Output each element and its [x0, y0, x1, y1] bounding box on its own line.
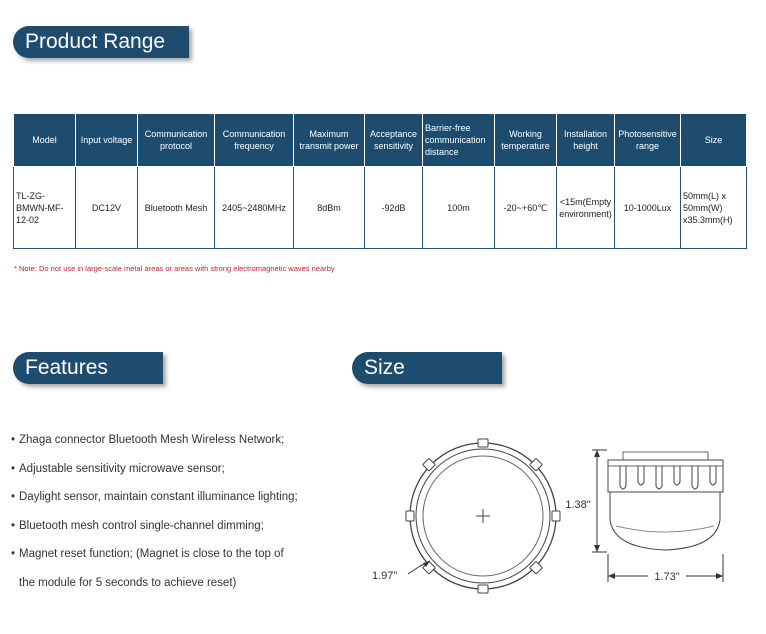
header-photosensitive-range: Photosensitive range	[615, 114, 681, 167]
header-communication-distance: Barrier-free communication distance	[423, 114, 495, 167]
width-label: 1.73"	[654, 571, 680, 583]
height-label: 1.38"	[565, 499, 591, 511]
header-acceptance-sensitivity: Acceptance sensitivity	[365, 114, 423, 167]
features-list	[11, 432, 298, 603]
list-item: • Daylight sensor, maintain constant illuminance lighting;	[11, 491, 298, 503]
list-item: • Zhaga connector Bluetooth Mesh Wireless Network;	[11, 434, 285, 446]
cell-frequency: 2405~2480MHz	[215, 167, 294, 249]
cell-temperature: -20~+60℃	[495, 167, 557, 249]
size-heading: Size	[352, 352, 502, 384]
list-item: • Magnet reset function; (Magnet is close to the top of	[11, 548, 284, 560]
cell-photosensitive-range: 10-1000Lux	[615, 167, 681, 249]
diameter-label: 1.97"	[372, 570, 398, 582]
size-drawing	[370, 430, 750, 600]
header-communication-frequency: Communication frequency	[215, 114, 294, 167]
table-header-row	[14, 114, 747, 167]
cell-model: TL-ZG-BMWN-MF-12-02	[14, 167, 76, 249]
list-item-continuation	[11, 575, 298, 604]
feature-text: Adjustable sensitivity microwave sensor;	[19, 462, 225, 475]
feature-text: Magnet reset function; (Magnet is close to the top of	[19, 548, 284, 560]
feature-text: Zhaga connector Bluetooth Mesh Wireless Network;	[19, 434, 285, 446]
cell-transmit-power: 8dBm	[294, 167, 365, 249]
cell-size: 50mm(L) x 50mm(W) x35.3mm(H)	[681, 167, 747, 249]
product-range-table	[13, 113, 747, 249]
cell-distance: 100m	[423, 167, 495, 249]
list-item: • Bluetooth mesh control single-channel dimming;	[11, 519, 264, 532]
header-size: Size	[681, 114, 747, 167]
table-row	[14, 167, 747, 249]
header-maximum-transmit-power: Maximum transmit power	[294, 114, 365, 167]
product-range-heading: Product Range	[13, 26, 189, 58]
header-installation-height: Installation height	[557, 114, 615, 167]
feature-text: Bluetooth mesh control single-channel dimming;	[19, 519, 264, 532]
feature-text: Daylight sensor, maintain constant illuminance lighting;	[19, 491, 298, 503]
cell-protocol: Bluetooth Mesh	[138, 167, 215, 249]
header-input-voltage: Input voltage	[76, 114, 138, 167]
features-heading: Features	[13, 352, 163, 384]
header-communication-protocol: Communication protocol	[138, 114, 215, 167]
usage-note: * Note: Do not use in large-scale metal areas or areas with strong electromagnetic waves nearby	[14, 264, 335, 273]
top-view-drawing	[406, 439, 560, 593]
feature-text: the module for 5 seconds to achieve reset)	[19, 576, 237, 589]
list-item: • Adjustable sensitivity microwave sensor;	[11, 462, 225, 475]
side-view-drawing	[592, 450, 723, 582]
header-working-temperature: Working temperature	[495, 114, 557, 167]
cell-installation-height: <15m(Empty environment)	[557, 167, 615, 249]
cell-sensitivity: -92dB	[365, 167, 423, 249]
cell-input-voltage: DC12V	[76, 167, 138, 249]
header-model: Model	[14, 114, 76, 167]
